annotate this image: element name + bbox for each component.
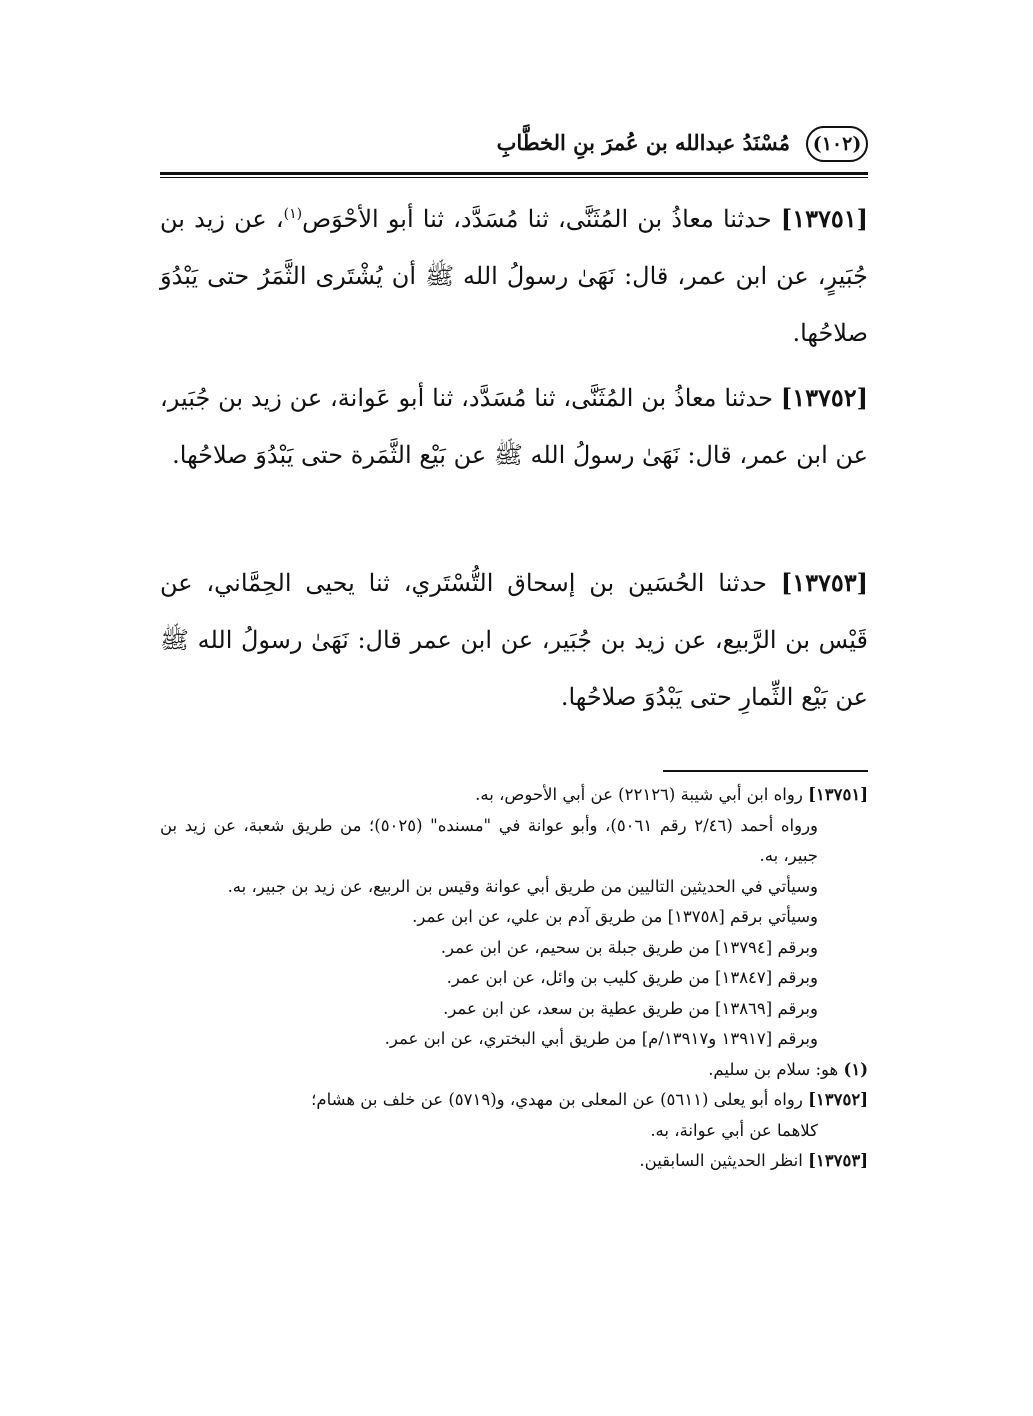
footnote-text: هو: سلام بن سليم. <box>708 1059 839 1079</box>
footnote-text: وسيأتي في الحديثين التاليين من طريق أبي عوانة وقيس بن الربيع، عن زيد بن جبير، به. <box>227 876 818 896</box>
footnote-text: وبرقم [١٣٩١٧ و١٣٩١٧/م] من طريق أبي البختري، عن ابن عمر. <box>384 1029 818 1048</box>
footnote-marker[interactable]: (١) <box>283 206 303 222</box>
footnote-text: كلاهما عن أبي عوانة، به. <box>650 1120 818 1140</box>
footnote-line <box>160 780 868 811</box>
footnote-line <box>160 933 868 964</box>
footnote-line <box>160 1085 868 1116</box>
footnote-text: وبرقم [١٣٧٩٤] من طريق جبلة بن سحيم، عن ابن عمر. <box>440 937 818 957</box>
footnote-line <box>160 1024 868 1055</box>
running-title: مُسْنَدُ عبدالله بن عُمرَ بنِ الخطَّابِ <box>496 130 790 155</box>
footnote-line <box>160 872 868 903</box>
footnote-text: وبرقم [١٣٨٤٧] من طريق كليب بن وائل، عن ابن عمر. <box>446 968 818 987</box>
footnote-number: [١٣٧٥٢] <box>808 1090 868 1109</box>
footnote-line <box>160 902 868 933</box>
hadith-text: حدثنا الحُسَين بن إسحاق التُّسْتَري، ثنا يحيى الحِمَّاني، عن قَيْس بن الرَّبيع، عن زيد بن جُبَير، عن ابن عمر قال: نَهَىٰ رسولُ الله ﷺ عن بَيْع الثِّمارِ حتى يَبْدُوَ صلاحُها. <box>160 569 868 711</box>
footnote-number: [١٣٧٥٣] <box>808 1151 868 1170</box>
footnote-number: (١) <box>843 1059 868 1079</box>
hadith-number: [١٣٧٥١] <box>780 204 868 233</box>
footnote-line <box>160 1116 868 1147</box>
footnote-text: رواه ابن أبي شيبة (٢٢١٢٦) عن أبي الأحوص، به. <box>475 785 803 804</box>
header-rule-thin <box>160 177 868 178</box>
hadith-number: [١٣٧٥٢] <box>780 383 869 412</box>
footnote-text: رواه أبو يعلى (٥٦١١) عن المعلى بن مهدي، و(٥٧١٩) عن خلف بن هشام؛ <box>311 1090 803 1109</box>
footnote-line <box>160 1146 868 1177</box>
footnote-text: وبرقم [١٣٨٦٩] من طريق عطية بن سعد، عن ابن عمر. <box>443 998 818 1018</box>
footnote-text: وسيأتي برقم [١٣٧٥٨] من طريق آدم بن علي، عن ابن عمر. <box>412 907 818 926</box>
hadith-number: [١٣٧٥٣] <box>780 568 868 597</box>
footnote-text: ورواه أحمد (٢/٤٦ رقم ٥٠٦١)، وأبو عوانة في "مسنده" (٥٠٢٥)؛ من طريق شعبة، عن زيد بن جبير، به. <box>160 815 819 865</box>
header-rule-thick <box>160 172 868 175</box>
footnote-line <box>160 811 868 872</box>
footnote-number: [١٣٧٥١] <box>808 785 868 804</box>
hadith-13751 <box>160 190 868 362</box>
footnote-line <box>160 994 868 1025</box>
page-number: (١٠٢) <box>806 126 868 162</box>
hadith-text-part1: حدثنا معاذُ بن المُثَنَّى، ثنا مُسَدَّد، ثنا أبو الأحْوَص <box>302 205 772 233</box>
hadith-text-part2: ، عن زيد بن جُبَيرٍ، عن ابن عمر، قال: نَهَىٰ رسولُ الله ﷺ أن يُشْتَرى الثَّمَرُ حتى يَبْدُوَ صلاحُها. <box>160 205 868 347</box>
hadith-text: حدثنا معاذُ بن المُثَنَّى، ثنا مُسَدَّد، ثنا أبو عَوانة، عن زيد بن جُبَير، عن ابن عمر، قال: نَهَىٰ رسولُ الله ﷺ عن بَيْع الثَّمَرة حتى يَبْدُوَ صلاحُها. <box>160 384 868 469</box>
footnotes <box>160 780 868 1177</box>
hadith-13753 <box>160 554 868 726</box>
footnote-line <box>160 963 868 994</box>
footnote-separator <box>663 770 868 772</box>
page-header <box>160 124 868 168</box>
footnote-text: انظر الحديثين السابقين. <box>639 1151 803 1170</box>
footnote-line <box>160 1055 868 1086</box>
hadith-13752 <box>160 369 868 484</box>
